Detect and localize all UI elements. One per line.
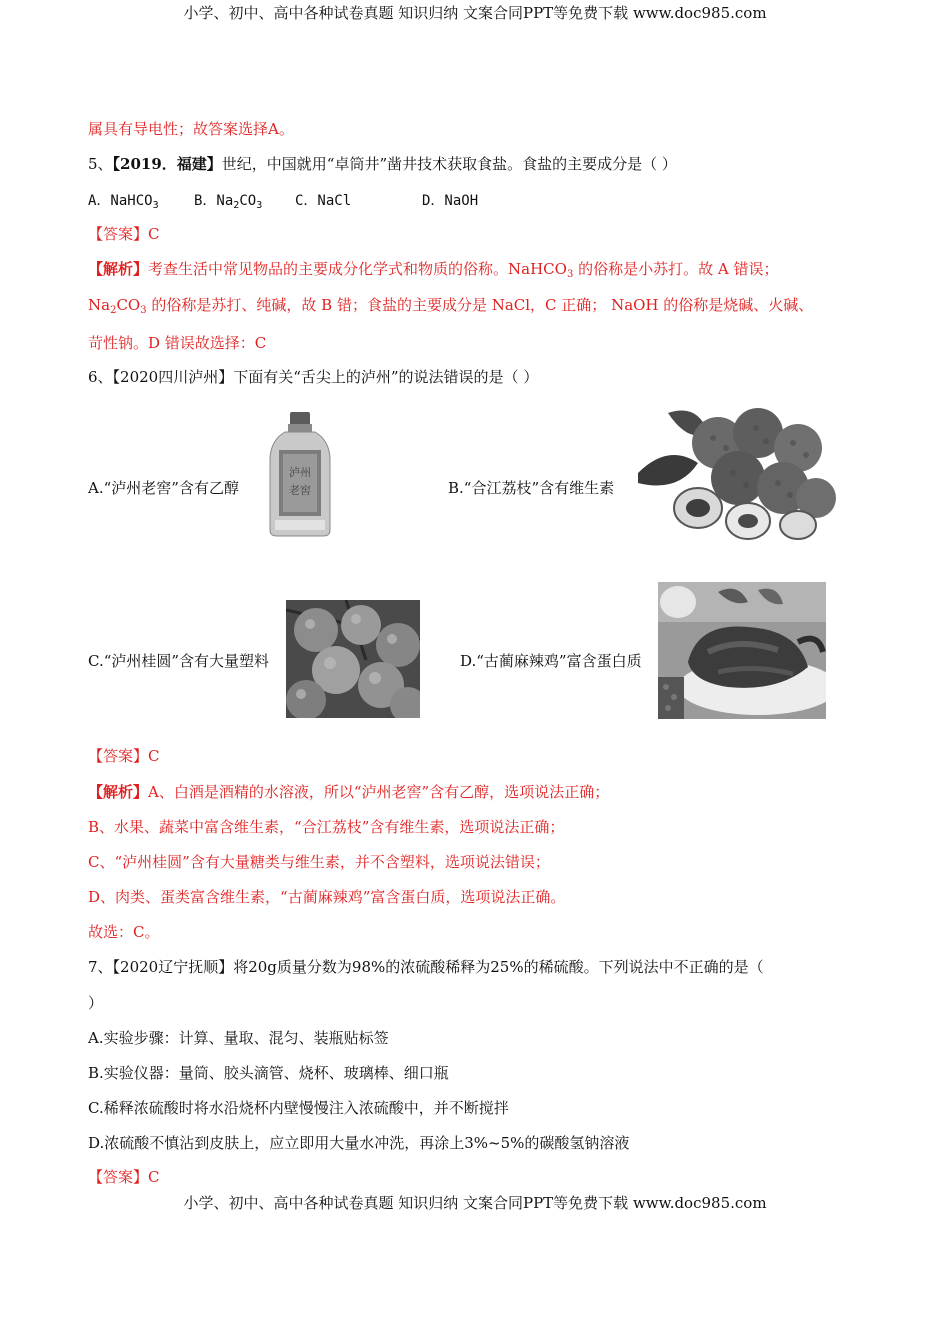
q5-option-d: D．NaOH (422, 193, 479, 209)
q6-answer: 【答案】C (88, 747, 160, 765)
q5-option-a: A．NaHCO$_3$ (88, 193, 159, 211)
q7-option-a: A.实验步骤：计算、量取、混匀、装瓶贴标签 (88, 1029, 389, 1047)
q7-answer: 【答案】C (88, 1168, 160, 1186)
q6-explanation-line4: D、肉类、蛋类富含维生素，“古蔺麻辣鸡”富含蛋白质，选项说法正确。 (88, 888, 566, 906)
page-footer: 小学、初中、高中各种试卷真题 知识归纳 文案合同PPT等免费下载 www.doc985.com (183, 1194, 767, 1212)
q6-option-c: C.“泸州桂圆”含有大量塑料 (88, 652, 270, 670)
bottle-label-text-1: 泸州 (289, 466, 311, 479)
q7-option-b: B.实验仪器：量筒、胶头滴管、烧杯、玻璃棒、细口瓶 (88, 1064, 449, 1082)
q5-explanation-line1: 【解析】考查生活中常见物品的主要成分化学式和物质的俗称。NaHCO$_3$ 的俗称是小苏打。故 A 错误； (88, 260, 779, 280)
continuation-text: 属具有导电性；故答案选择A。 (88, 120, 294, 138)
q5-stem-text: 世纪，中国就用“卓筒井”凿井技术获取食盐。食盐的主要成分是（ ） (221, 155, 677, 173)
lychee-image (638, 403, 836, 547)
q6-stem: 6、【2020四川泸州】下面有关“舌尖上的泸州”的说法错误的是（ ） (88, 368, 539, 386)
q6-option-d: D.“古蔺麻辣鸡”富含蛋白质 (460, 652, 642, 670)
q6-option-b: B.“合江荔枝”含有维生素 (448, 479, 615, 497)
q6-explanation-line2: B、水果、蔬菜中富含维生素，“合江荔枝”含有维生素，选项说法正确； (88, 818, 565, 836)
q5-option-b: B．$Na_2CO_3$ (194, 193, 263, 211)
q6-explanation-line5: 故选：C。 (88, 923, 160, 941)
q5-answer: 【答案】C (88, 225, 160, 243)
q6-explanation-line3: C、“泸州桂圆”含有大量糖类与维生素，并不含塑料，选项说法错误； (88, 853, 550, 871)
q6-option-a: A.“泸州老窖”含有乙醇 (88, 479, 239, 497)
longan-image (286, 600, 420, 718)
bottle-label-text-2: 老窖 (289, 484, 311, 497)
liquor-bottle-image (265, 410, 335, 538)
q5-explanation-line2: $Na_2CO_3$ 的俗称是苏打、纯碱，故 B 错；食盐的主要成分是 NaCl，C 正确； NaOH 的俗称是烧碱、火碱、 (88, 296, 814, 316)
q7-option-c: C.稀释浓硫酸时将水沿烧杯内壁慢慢注入浓硫酸中，并不断搅拌 (88, 1099, 509, 1117)
q7-option-d: D.浓硫酸不慎沾到皮肤上，应立即用大量水冲洗，再涂上3%~5%的碳酸氢钠溶液 (88, 1134, 630, 1152)
q6-explanation-line1: 【解析】A、白酒是酒精的水溶液，所以“泸州老窖”含有乙醇，选项说法正确； (88, 783, 610, 801)
q5-tag: 【2019．福建】 (112, 155, 222, 173)
q5-option-c: C．NaCl (295, 193, 352, 209)
q7-stem-continued: ） (88, 994, 104, 1012)
q5-explanation-line3: 苛性钠。D 错误故选择：C (88, 334, 267, 352)
q5-number: 5、 (88, 155, 113, 173)
q5-stem (88, 154, 677, 174)
q7-stem: 7、【2020辽宁抚顺】将20g质量分数为98%的浓硫酸稀释为25%的稀硫酸。下列说法中不正确的是（ (88, 958, 764, 976)
spicy-chicken-image (658, 582, 826, 719)
page-header: 小学、初中、高中各种试卷真题 知识归纳 文案合同PPT等免费下载 www.doc985.com (183, 4, 767, 22)
